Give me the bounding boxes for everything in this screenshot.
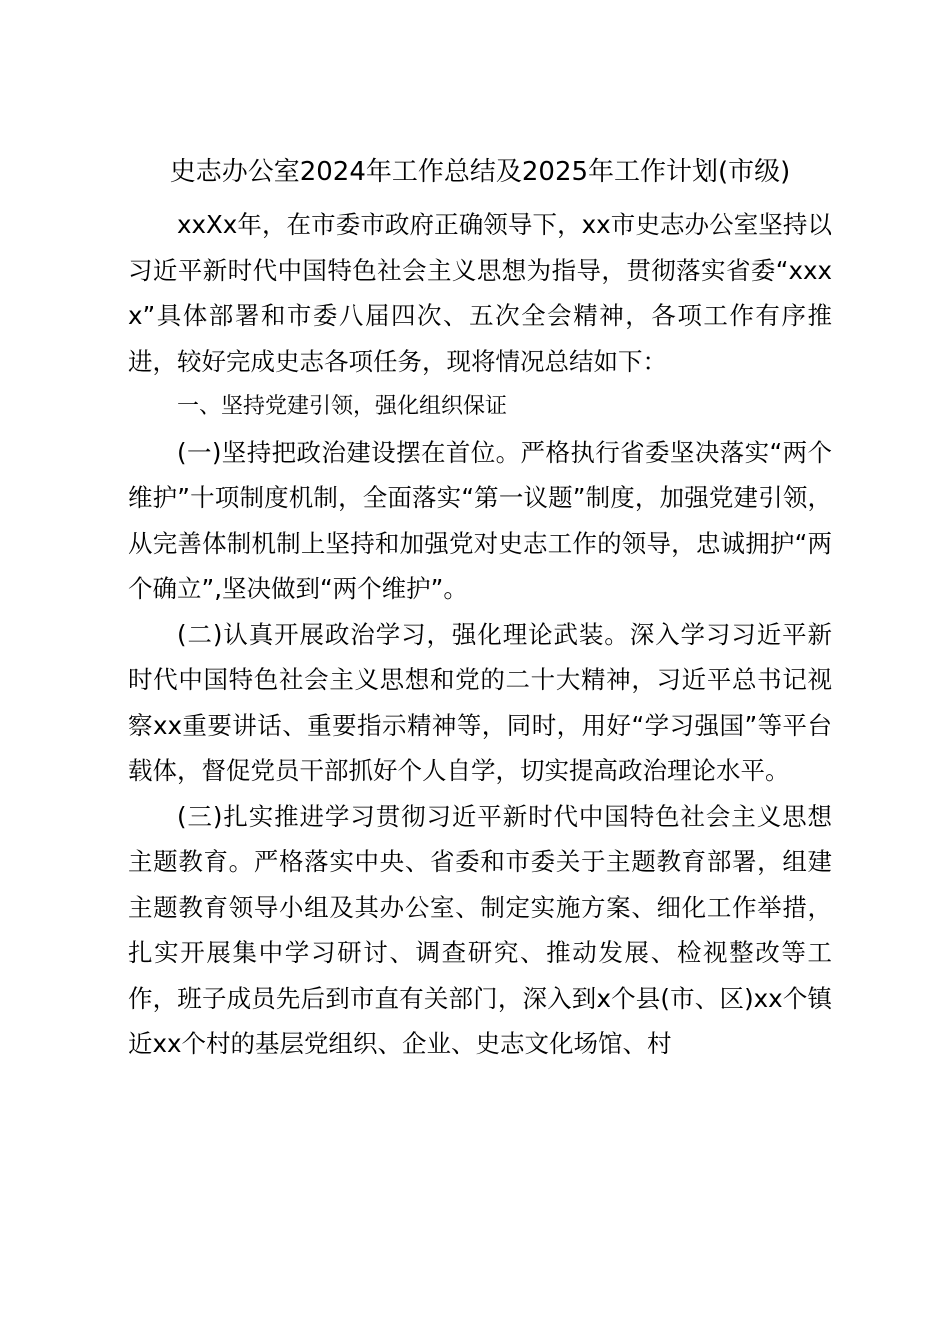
document-page — [128, 150, 832, 1067]
item-paragraph-1: (一)坚持把政治建设摆在首位。严格执行省委坚决落实“两个维护”十项制度机制，全面落实“第一议题”制度，加强党建引领，从完善体制机制上坚持和加强党对史志工作的领导，忠诚拥护“两个确立”,坚决做到“两个维护”。 — [128, 437, 832, 603]
document-title: 史志办公室2024年工作总结及2025年工作计划(市级) — [169, 157, 791, 187]
intro-paragraph: xxXx年，在市委市政府正确领导下，xx市史志办公室坚持以习近平新时代中国特色社会主义思想为指导，贯彻落实省委“xxxx”具体部署和市委八届四次、五次全会精神，各项工作有序推进，较好完成史志各项任务，现将情况总结如下： — [128, 210, 832, 376]
item-paragraph-2: (二)认真开展政治学习，强化理论武装。深入学习习近平新时代中国特色社会主义思想和党的二十大精神，习近平总书记视察xx重要讲话、重要指示精神等，同时，用好“学习强国”等平台载体，督促党员干部抓好个人自学，切实提高政治理论水平。 — [128, 619, 832, 785]
section-heading: 一、坚持党建引领，强化组织保证 — [177, 394, 508, 419]
item-paragraph-3: (三)扎实推进学习贯彻习近平新时代中国特色社会主义思想主题教育。严格落实中央、省委和市委关于主题教育部署，组建主题教育领导小组及其办公室、制定实施方案、细化工作举措，扎实开展集中学习研讨、调查研究、推动发展、检视整改等工作，班子成员先后到市直有关部门，深入到x个县(市、区)xx个镇近xx个村的基层党组织、企业、史志文化场馆、村 — [128, 801, 832, 1058]
